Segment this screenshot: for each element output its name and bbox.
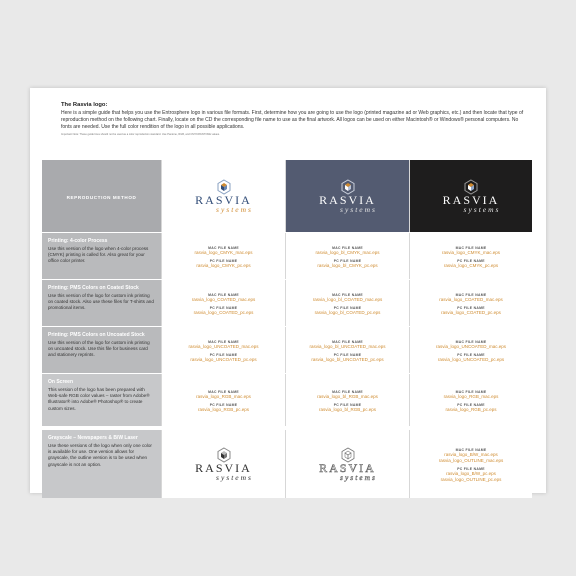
pc-file-label: PC FILE NAME xyxy=(333,353,362,357)
file-cell xyxy=(285,374,409,426)
method-cell xyxy=(42,233,161,279)
header-method-cell xyxy=(42,160,161,232)
logo-wordmark: RASVIA xyxy=(195,460,252,475)
pc-file-name: rasvia_logo_COATED_pc.eps xyxy=(441,310,501,315)
file-cell xyxy=(409,374,532,426)
logo-on-slate xyxy=(285,160,409,232)
pc-file-label: PC FILE NAME xyxy=(333,403,362,407)
logo-wordmark: RASVIA xyxy=(319,192,376,207)
logo-subtitle: systems xyxy=(340,472,377,482)
pc-file-name: rasvia_logo_bl_RGB_pc.eps xyxy=(318,407,377,412)
file-cell xyxy=(285,233,409,279)
file-cell xyxy=(409,327,532,373)
table-row xyxy=(42,279,532,326)
mac-file-label: MAC FILE NAME xyxy=(332,293,363,297)
mac-file-label: MAC FILE NAME xyxy=(455,448,487,452)
file-cell xyxy=(285,280,409,326)
method-cell xyxy=(42,430,161,498)
method-description: Use this version of the logo for custom ink printing on uncoated stock. Use this file for business card and stationery reprints. xyxy=(48,340,150,358)
table-row xyxy=(42,373,532,426)
mac-file-name: rasvia_logo_bl_UNCOATED_mac.eps xyxy=(309,344,386,349)
method-description: Use this version of the logo when 4-color process (CMYK) printing is called for. Also great for your office color printer. xyxy=(48,246,149,264)
file-cell xyxy=(409,233,532,279)
method-title: Grayscale – Newspapers & B/W Laser xyxy=(48,435,138,441)
grayscale-row xyxy=(42,429,532,498)
mac-file-name: rasvia_logo_CMYK_mac.eps xyxy=(194,250,253,255)
logo-subtitle: systems xyxy=(216,204,253,214)
pc-file-name: rasvia_logo_B/W_pc.eps xyxy=(446,471,496,476)
mac-file-name: rasvia_logo_bl_RGB_mac.eps xyxy=(317,394,378,399)
pc-file-name: rasvia_logo_OUTLINE_pc.eps xyxy=(440,477,502,482)
pc-file-name: rasvia_logo_RGB_pc.eps xyxy=(445,407,497,412)
table-row xyxy=(42,326,532,373)
mac-file-label: MAC FILE NAME xyxy=(208,390,239,394)
pc-file-label: PC FILE NAME xyxy=(457,353,485,357)
logo-wordmark: RASVIA xyxy=(442,192,500,207)
file-cell xyxy=(161,327,285,373)
file-cell xyxy=(161,374,285,426)
pc-file-name: rasvia_logo_CMYK_pc.eps xyxy=(443,263,499,268)
header-method-label: REPRODUCTION METHOD xyxy=(66,194,137,200)
mac-file-label: MAC FILE NAME xyxy=(208,340,239,344)
pc-file-label: PC FILE NAME xyxy=(333,306,362,310)
method-cell xyxy=(42,374,161,426)
mac-file-label: MAC FILE NAME xyxy=(455,246,487,250)
file-cell xyxy=(285,327,409,373)
method-description: This version of the logo has been prepared with Web-safe RGB color values – raster from Adobe® Illustrator® into Adobe® Photoshop® to create custom sizes. xyxy=(48,387,150,411)
mac-file-name: rasvia_logo_RGB_mac.eps xyxy=(443,394,499,399)
logo-outline xyxy=(285,430,409,498)
mac-file-name: rasvia_logo_B/W_mac.eps xyxy=(444,452,498,457)
logo-full-color xyxy=(161,160,285,232)
logo-subtitle: systems xyxy=(216,472,253,482)
mac-file-label: MAC FILE NAME xyxy=(455,340,487,344)
method-title: Printing: 4-color Process xyxy=(48,238,108,244)
pc-file-label: PC FILE NAME xyxy=(209,403,238,407)
pc-file-label: PC FILE NAME xyxy=(457,467,485,471)
pc-file-name: rasvia_logo_CMYK_pc.eps xyxy=(196,263,251,268)
mac-file-name: rasvia_logo_COATED_mac.eps xyxy=(439,297,503,302)
logo-on-black xyxy=(409,160,532,232)
mac-file-name: rasvia_logo_bl_COATED_mac.eps xyxy=(312,297,383,302)
mac-file-label: MAC FILE NAME xyxy=(208,293,239,297)
mac-file-label: MAC FILE NAME xyxy=(455,293,487,297)
mac-file-label: MAC FILE NAME xyxy=(455,390,487,394)
pc-file-name: rasvia_logo_RGB_pc.eps xyxy=(197,407,250,412)
pc-file-label: PC FILE NAME xyxy=(457,306,485,310)
intro-section xyxy=(61,102,529,137)
intro-fine-print: Important Note: These guide lines should not be used as a color reproduction standard. Use Pantone, RGB, and CMYK/PANTONE values. xyxy=(61,133,220,136)
logo-wordmark: RASVIA xyxy=(195,192,252,207)
mac-file-name: rasvia_logo_COATED_mac.eps xyxy=(191,297,256,302)
file-cell xyxy=(161,233,285,279)
mac-file-label: MAC FILE NAME xyxy=(332,340,363,344)
mac-file-name: rasvia_logo_UNCOATED_mac.eps xyxy=(188,344,259,349)
logo-subtitle: systems xyxy=(340,204,377,214)
logo-grayscale xyxy=(161,430,285,498)
intro-title: The Rasvia logo: xyxy=(61,102,108,108)
method-title: Printing: PMS Colors on Uncoated Stock xyxy=(48,332,145,338)
pc-file-label: PC FILE NAME xyxy=(457,259,485,263)
pc-file-name: rasvia_logo_UNCOATED_pc.eps xyxy=(437,357,505,362)
mac-file-name: rasvia_logo_UNCOATED_mac.eps xyxy=(436,344,506,349)
mac-file-name: rasvia_logo_RGB_mac.eps xyxy=(196,394,251,399)
pc-file-name: rasvia_logo_COATED_pc.eps xyxy=(193,310,254,315)
file-cell xyxy=(409,430,532,498)
mac-file-name: rasvia_logo_CMYK_mac.eps xyxy=(441,250,501,255)
pc-file-label: PC FILE NAME xyxy=(333,259,362,263)
logo-usage-table xyxy=(42,159,532,498)
intro-body: Here is a simple guide that helps you use the Entrosphere logo in various file formats. First, determine how you are going to use the logo (printed magazine ad or Web graphics, etc.) and then locate that type of reproduction method on the following chart. Finally, locate on the CD the corresponding file name to use as the final artwork. All logos can be used on either Macintosh® or Windows® personal computers. No fonts are needed. Use the full color rendition of the logo in all possible applications. xyxy=(61,110,524,130)
mac-file-name: rasvia_logo_OUTLINE_mac.eps xyxy=(438,458,504,463)
pc-file-label: PC FILE NAME xyxy=(209,353,238,357)
logo-wordmark: RASVIA xyxy=(319,460,376,475)
pc-file-name: rasvia_logo_bl_CMYK_pc.eps xyxy=(317,263,378,268)
pc-file-name: rasvia_logo_bl_COATED_pc.eps xyxy=(314,310,381,315)
table-row xyxy=(42,232,532,279)
method-title: Printing: PMS Colors on Coated Stock xyxy=(48,285,139,291)
mac-file-name: rasvia_logo_bl_CMYK_mac.eps xyxy=(315,250,380,255)
table-header-row xyxy=(42,159,532,232)
logo-subtitle: systems xyxy=(463,204,501,214)
mac-file-label: MAC FILE NAME xyxy=(208,246,239,250)
pc-file-name: rasvia_logo_bl_UNCOATED_pc.eps xyxy=(311,357,384,362)
method-cell xyxy=(42,280,161,326)
pc-file-label: PC FILE NAME xyxy=(457,403,485,407)
method-description: Use this version of the logo for custom ink printing on coated stock. Also use these files for T-shirts and promotional items. xyxy=(48,293,154,311)
method-cell xyxy=(42,327,161,373)
pc-file-label: PC FILE NAME xyxy=(209,306,238,310)
file-cell xyxy=(161,280,285,326)
pc-file-label: PC FILE NAME xyxy=(209,259,238,263)
pc-file-name: rasvia_logo_UNCOATED_pc.eps xyxy=(190,357,257,362)
mac-file-label: MAC FILE NAME xyxy=(332,246,363,250)
method-description: Use these versions of the logo when only one color is available for use. One version allows for grayscale, the outline version is to be used when grayscale is not an option. xyxy=(48,443,152,467)
file-cell xyxy=(409,280,532,326)
mac-file-label: MAC FILE NAME xyxy=(332,390,363,394)
guide-sheet xyxy=(30,88,546,493)
method-title: On Screen xyxy=(48,379,74,385)
